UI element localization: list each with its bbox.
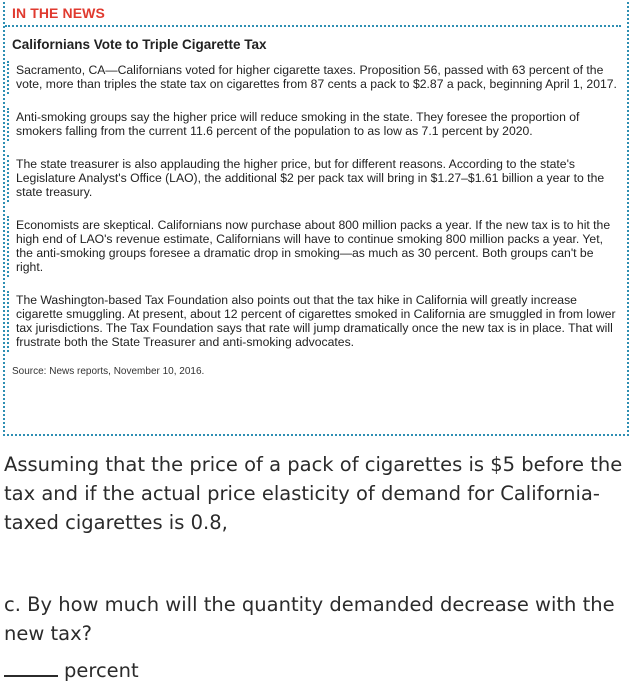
article-paragraph: The state treasurer is also applauding the higher price, but for different reasons. According to the state's Legislature Analyst's Office (LAO), the additional $2 per pack tax will bring in $1.27–$1.61 billion a year to the state treasury.	[7, 155, 627, 202]
news-article-box	[3, 2, 629, 436]
article-headline: Californians Vote to Triple Cigarette Tax	[12, 37, 267, 52]
article-paragraph: Anti-smoking groups say the higher price will reduce smoking in the state. They foresee the proportion of smokers falling from the current 11.6 percent of the population to as low as 7.1 percent by 2020.	[7, 108, 627, 141]
article-source: Source: News reports, November 10, 2016.	[12, 366, 205, 377]
answer-unit: percent	[64, 659, 139, 682]
article-paragraph: Economists are skeptical. Californians now purchase about 800 million packs a year. If the new tax is to hit the high end of LAO's revenue estimate, Californians will have to continue smoking 800 million packs a year. Yet, the anti-smoking groups foresee a dramatic drop in smoking—as much as 30 percent. Both groups can't be right.	[7, 216, 627, 277]
question-intro: Assuming that the price of a pack of cigarettes is $5 before the tax and if the actual price elasticity of demand for California-taxed cigarettes is 0.8,	[4, 453, 623, 534]
answer-line	[4, 656, 139, 685]
section-label: IN THE NEWS	[12, 5, 105, 21]
article-paragraph: Sacramento, CA—Californians voted for higher cigarette taxes. Proposition 56, passed with 63 percent of the vote, more than triples the state tax on cigarettes from 87 cents a pack to $2.87 a pack, beginning April 1, 2017.	[7, 61, 627, 94]
article-paragraph: The Washington-based Tax Foundation also points out that the tax hike in California will greatly increase cigarette smuggling. At present, about 12 percent of cigarettes smoked in California are smuggled in from lower tax jurisdictions. The Tax Foundation says that rate will jump dramatically once the new tax is in place. That will frustrate both the State Treasurer and anti-smoking advocates.	[7, 291, 627, 352]
answer-blank[interactable]	[4, 657, 58, 677]
question-part-c: c. By how much will the quantity demanded decrease with the new tax?	[4, 593, 615, 645]
